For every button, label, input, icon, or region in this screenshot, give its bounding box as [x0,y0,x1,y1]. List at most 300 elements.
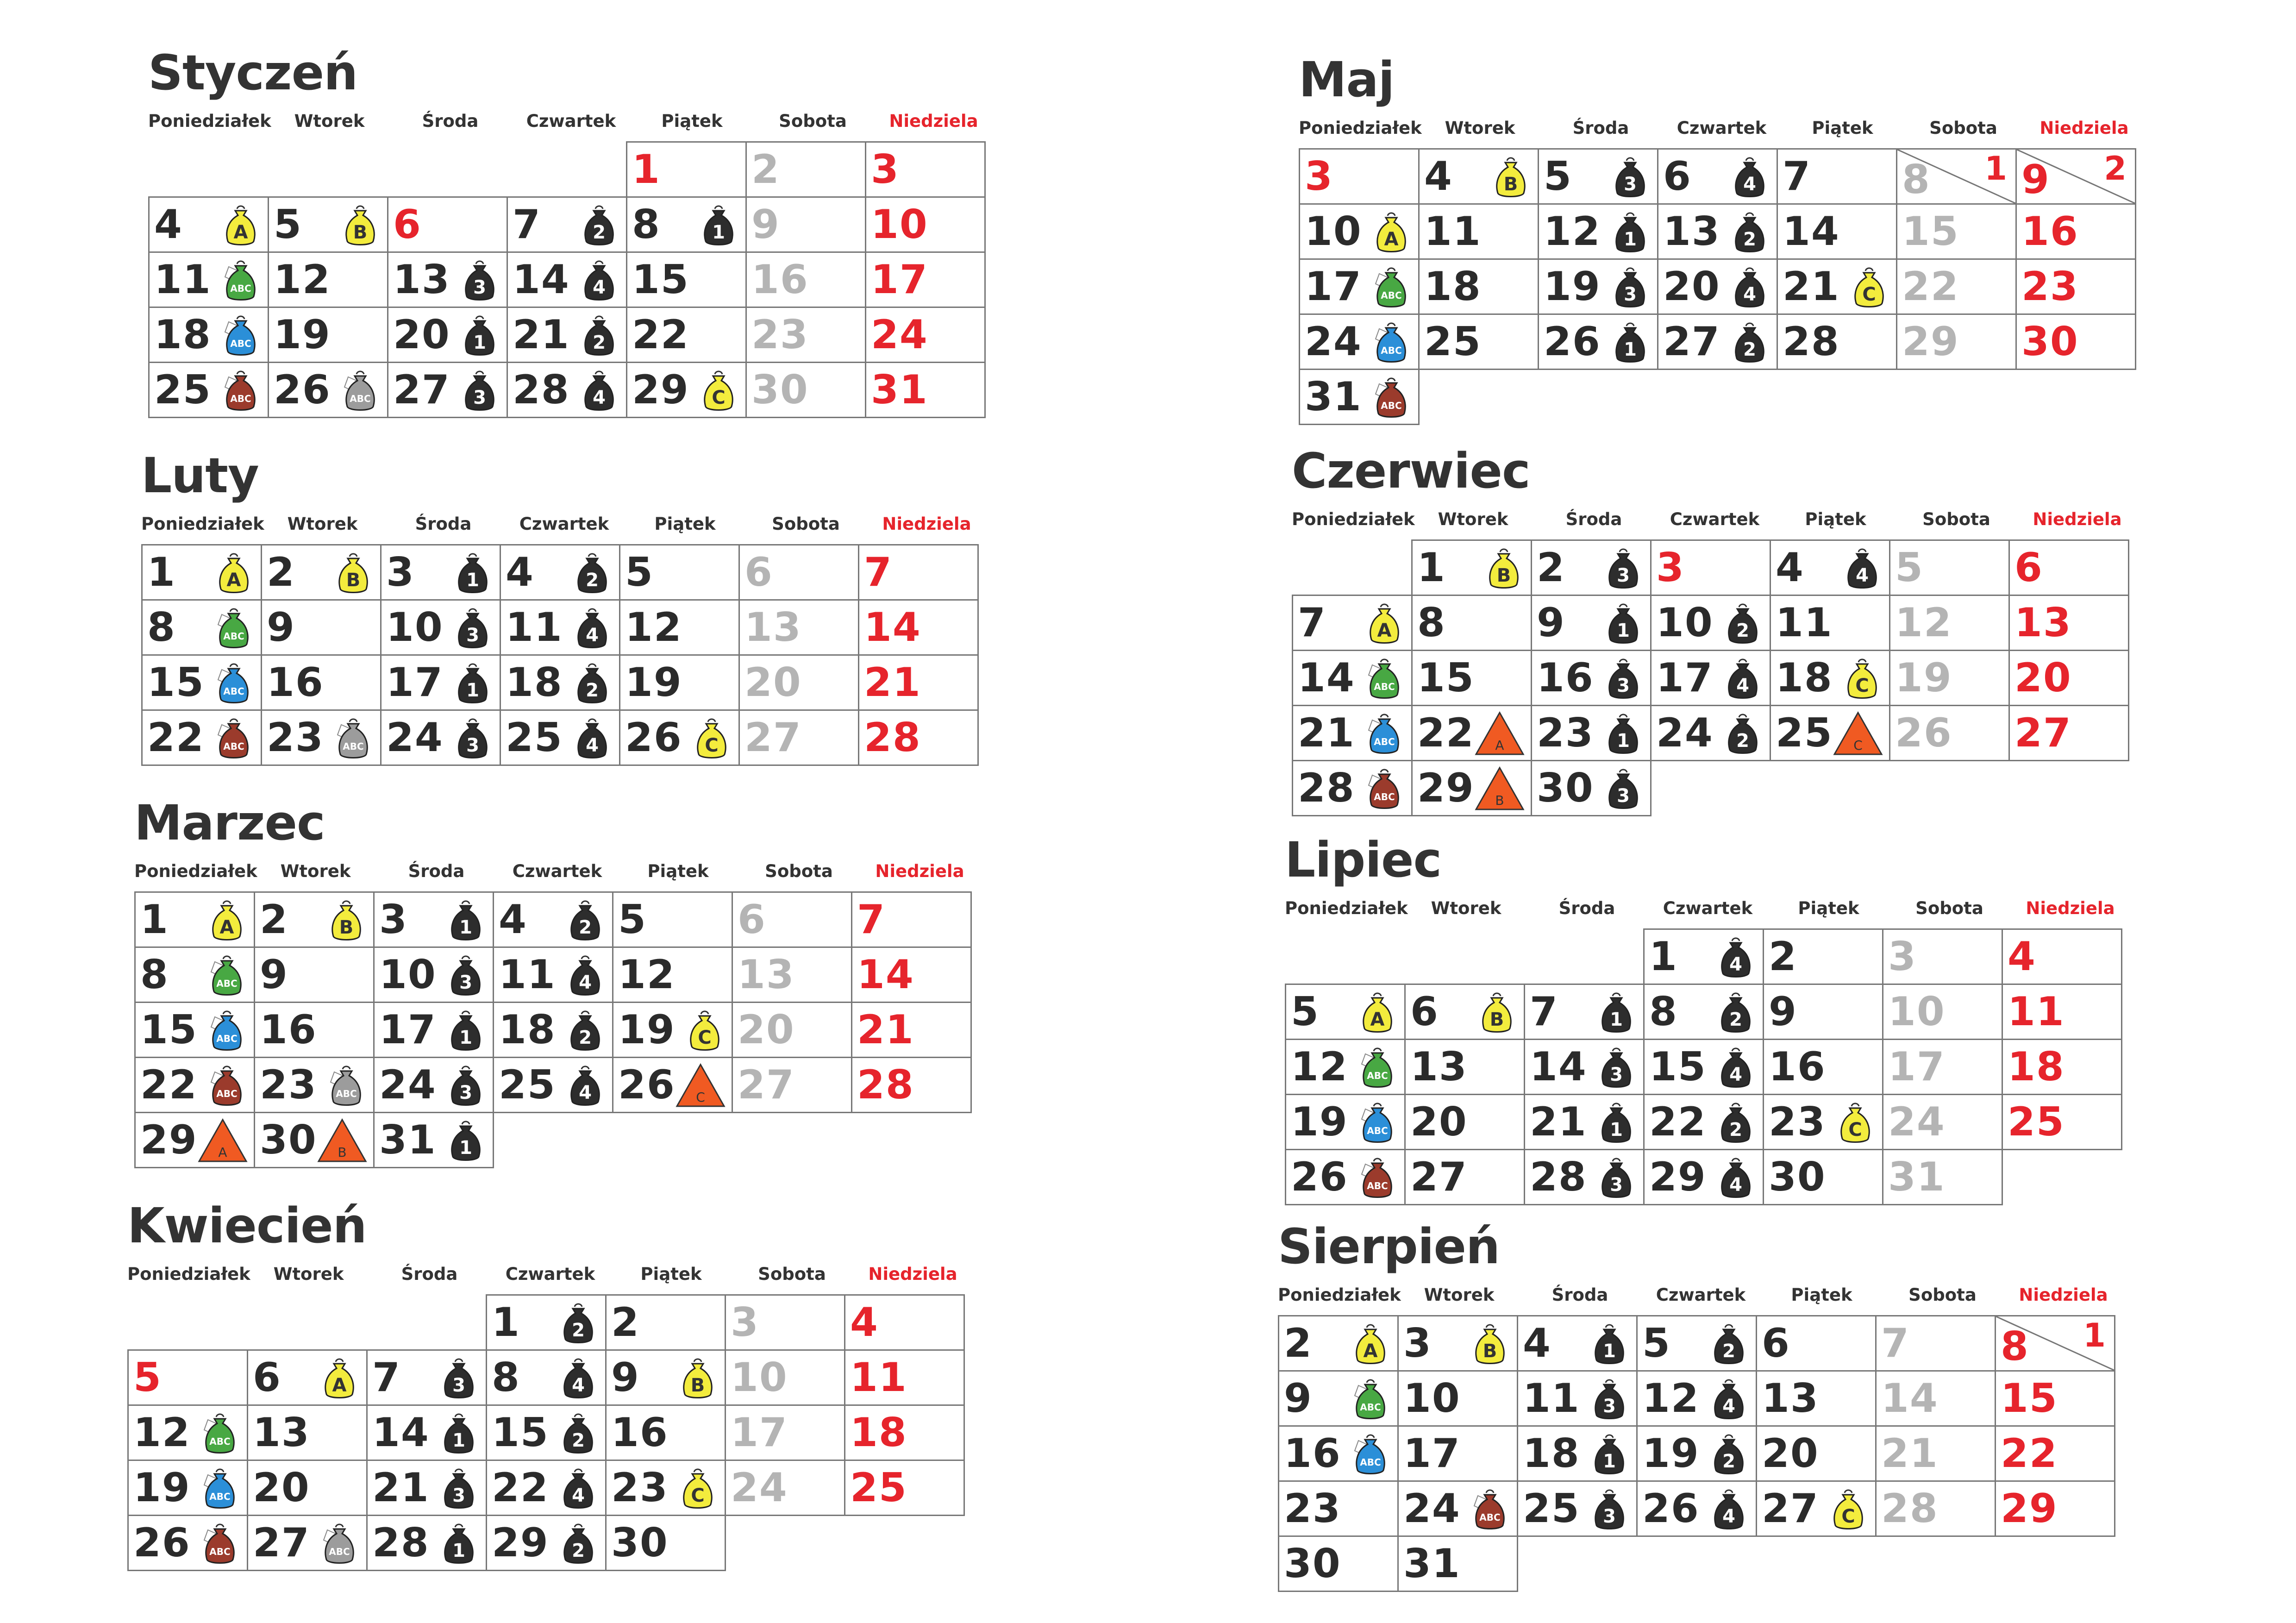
svg-text:4: 4 [1856,565,1869,586]
day-number: 16 [267,659,324,706]
svg-text:3: 3 [1617,785,1630,807]
day-cell [1657,313,1778,370]
day-cell [1777,148,1897,205]
day-cell [1889,650,2010,706]
day-number: 25 [850,1465,907,1511]
day-number: 12 [1642,1375,1700,1422]
day-cell [844,1294,965,1351]
svg-text:4: 4 [593,387,606,408]
svg-text:2: 2 [1736,730,1749,752]
day-number: 22 [632,312,689,358]
day-number: 28 [1530,1154,1587,1200]
day-number: 23 [751,312,809,358]
day-number: 20 [744,659,802,706]
black-bag-icon [578,201,620,248]
day-number: 24 [731,1465,788,1511]
day-cell [2002,1039,2122,1095]
svg-text:3: 3 [466,625,479,646]
svg-text:2: 2 [572,1540,585,1561]
day-cell [1299,148,1420,205]
black-bag-icon [557,1465,600,1511]
yellow-bag-icon [676,1354,719,1401]
abc-bag-icon [213,604,255,651]
black-bag-icon [571,714,613,761]
day-cell [1411,650,1532,706]
day-number: 12 [1895,600,1952,646]
svg-text:3: 3 [473,387,486,408]
svg-text:C: C [691,1485,705,1506]
day-number: 10 [1888,989,1946,1035]
day-cell [619,544,740,601]
svg-text:2: 2 [1736,620,1749,641]
weekday-label: Czwartek [526,111,616,131]
day-cell [134,1002,255,1058]
svg-text:4: 4 [572,1375,585,1396]
month-title: Maj [1299,51,1395,108]
svg-text:A: A [226,570,241,591]
day-number: 12 [1291,1044,1348,1090]
svg-text:3: 3 [452,1485,465,1506]
weekday-header [134,860,1000,883]
day-number: 28 [864,714,921,761]
yellow-bag-icon [690,714,733,761]
weekday-label: Poniedziałek [148,111,271,131]
day-cell [500,654,620,711]
black-bag-icon [571,604,613,651]
day-number: 5 [133,1354,162,1401]
day-cell [1756,1370,1877,1427]
weekday-label: Piątek [1791,1285,1852,1305]
day-number: 22 [1417,710,1475,756]
day-cell [1418,258,1539,315]
weekday-label: Wtorek [1431,898,1501,918]
day-cell [1285,1149,1406,1205]
svg-text:ABC: ABC [1360,1402,1381,1413]
black-bag-icon [1721,710,1764,756]
day-number: 30 [2021,319,2079,365]
svg-text:ABC: ABC [1374,736,1395,747]
day-cell [1995,1370,2115,1427]
day-number: 5 [625,549,654,595]
day-number: 13 [738,952,795,998]
weekday-label: Sobota [772,514,840,534]
day-number: 23 [611,1465,669,1511]
day-cell [725,1460,845,1516]
month-grid [148,141,995,424]
black-bag-icon [438,1354,480,1401]
svg-text:3: 3 [1624,284,1637,305]
day-cell [1889,705,2010,761]
day-number: 1 [1649,934,1678,980]
day-number: 14 [1530,1044,1587,1090]
weekday-label: Środa [415,514,472,534]
weekday-label: Piątek [640,1264,702,1284]
day-cell [2002,928,2122,985]
svg-text:2: 2 [586,570,599,591]
day-number: 25 [154,367,212,413]
day-number: 27 [1663,319,1720,365]
black-bag-icon [1714,1099,1757,1145]
day-cell [1517,1480,1638,1537]
day-cell [1531,650,1652,706]
day-cell [1643,928,1764,985]
day-number: 27 [738,1062,795,1108]
svg-text:ABC: ABC [216,1033,238,1044]
day-number: 8 [1902,157,1931,203]
day-number: 19 [1895,655,1952,701]
svg-text:ABC: ABC [1374,681,1395,692]
day-cell [1643,1039,1764,1095]
yellow-bag-icon [332,549,375,595]
day-cell [851,891,972,948]
day-number: 21 [1530,1099,1587,1145]
day-cell [1657,203,1778,260]
weekday-label: Piątek [1798,898,1859,918]
day-cell [1397,1370,1518,1427]
day-number: 13 [393,257,450,303]
yellow-bag-icon [1841,655,1883,701]
day-number: 11 [1523,1375,1580,1422]
black-bag-icon [451,604,494,651]
black-bag-icon [1708,1375,1750,1422]
day-cell [380,709,501,766]
black-bag-icon [578,367,620,413]
day-number: 8 [2001,1323,2029,1370]
day-number: 15 [1417,655,1475,701]
svg-text:1: 1 [466,570,479,591]
svg-text:A: A [1370,1009,1385,1030]
svg-text:ABC: ABC [1374,791,1395,802]
day-number: 5 [1544,153,1572,200]
weekday-label: Sobota [1915,898,1983,918]
month-title: Sierpień [1278,1218,1500,1275]
weekday-label: Sobota [758,1264,826,1284]
abc-bag-icon [213,659,255,706]
yellow-bag-icon [339,201,382,248]
svg-text:ABC: ABC [1381,290,1402,301]
black-bag-icon [1602,765,1645,811]
day-cell [1397,1535,1518,1592]
day-number: 21 [1881,1430,1939,1477]
weekday-label: Piątek [647,861,709,881]
day-cell [1882,1039,2003,1095]
day-number: 26 [618,1062,676,1108]
day-number: 10 [1403,1375,1461,1422]
black-bag-icon [444,1062,487,1108]
day-cell [1538,313,1658,370]
day-cell [1299,203,1420,260]
day-cell [1524,984,1645,1040]
day-number: 7 [864,549,893,595]
weekday-label: Czwartek [519,514,609,534]
weekday-label: Poniedziałek [1299,118,1422,138]
month-grid [1299,148,2146,431]
day-cell [865,196,986,253]
abc-bag-icon [199,1410,241,1456]
day-number: 7 [1881,1320,1910,1366]
day-cell [268,362,388,418]
svg-text:3: 3 [1603,1506,1616,1527]
day-number: 23 [267,714,324,761]
abc-bag-icon [1363,655,1406,701]
svg-text:ABC: ABC [209,1491,231,1502]
day-cell [387,362,508,418]
day-number: 7 [1298,600,1326,646]
month-block [148,44,1014,428]
svg-text:B: B [1495,793,1504,808]
day-cell [1650,539,1771,596]
day-number: 5 [618,896,647,943]
black-bag-icon [578,312,620,358]
svg-text:A: A [233,222,248,243]
svg-text:ABC: ABC [1360,1457,1381,1468]
day-cell [1278,1370,1399,1427]
day-number: 15 [1902,208,1959,255]
day-number: 23 [2021,263,2079,310]
svg-text:4: 4 [572,1485,585,1506]
month-title: Styczeń [148,44,358,101]
day-cell [1411,760,1532,816]
weekday-label: Środa [401,1264,458,1284]
black-bag-icon [451,549,494,595]
black-bag-icon [557,1410,600,1456]
day-cell [1538,258,1658,315]
weekday-label: Wtorek [273,1264,344,1284]
weekday-label: Poniedziałek [1278,1285,1401,1305]
svg-text:C: C [1848,1119,1862,1140]
day-cell [1882,984,2003,1040]
weekday-label: Niedziela [2026,898,2115,918]
abc-bag-icon [1363,765,1406,811]
day-number: 21 [372,1465,430,1511]
svg-text:C: C [1855,675,1869,696]
day-cell [626,196,747,253]
svg-text:2: 2 [572,1320,585,1341]
svg-text:4: 4 [1722,1506,1735,1527]
day-cell [1411,705,1532,761]
black-bag-icon [458,367,501,413]
day-number: 23 [1769,1099,1826,1145]
day-number: 15 [147,659,205,706]
weekday-label: Środa [1558,898,1615,918]
day-cell [1756,1425,1877,1482]
black-bag-icon [564,896,607,943]
day-number: 30 [611,1520,669,1566]
day-cell [141,709,262,766]
day-cell [858,544,979,601]
month-title: Czerwiec [1292,443,1530,499]
day-number: 18 [506,659,563,706]
month-title: Kwiecień [127,1197,367,1254]
day-number: 7 [1530,989,1558,1035]
svg-text:C: C [1841,1506,1855,1527]
day-cell [2015,313,2136,370]
day-number: 5 [274,201,302,248]
day-cell [1524,1039,1645,1095]
svg-text:2: 2 [586,680,599,701]
day-number: 16 [1769,1044,1826,1090]
day-cell [507,362,627,418]
day-number: 31 [871,367,928,413]
day-cell [1292,595,1413,651]
day-cell [1636,1370,1757,1427]
month-block [134,795,1000,1178]
yellow-bag-icon [325,896,368,943]
day-number: 16 [1284,1430,1341,1477]
day-number: 4 [1776,545,1804,591]
day-cell [1517,1315,1638,1372]
day-cell [500,709,620,766]
day-number: 20 [1762,1430,1819,1477]
day-number: 28 [1298,765,1355,811]
yellow-bag-icon [206,896,248,943]
day-number: 2 [267,549,295,595]
day-number: 13 [2014,600,2072,646]
day-cell [1538,203,1658,260]
black-bag-icon [1602,655,1645,701]
yellow-bag-icon [1483,545,1525,591]
yellow-bag-icon [1848,263,1890,310]
day-number: 8 [632,201,661,248]
day-cell [1882,928,2003,985]
month-title: Lipiec [1285,832,1442,888]
weekday-label: Środa [422,111,479,131]
svg-text:3: 3 [1624,174,1637,195]
day-cell [1404,984,1525,1040]
yellow-bag-icon [1834,1099,1877,1145]
day-cell [254,1002,375,1058]
day-cell [745,251,866,308]
day-cell [1882,1149,2003,1205]
day-cell [1278,1535,1399,1592]
weekday-label: Środa [1552,1285,1608,1305]
day-number: 9 [1284,1375,1313,1422]
black-bag-icon [557,1299,600,1346]
day-cell [1889,539,2010,596]
svg-text:4: 4 [1736,675,1749,696]
day-number: 28 [857,1062,914,1108]
weekday-label: Piątek [1805,509,1866,529]
orange-triangle-icon [1474,710,1525,756]
day-number: 20 [1663,263,1720,310]
day-number: 31 [379,1117,437,1163]
month-grid [1278,1315,2125,1598]
svg-text:1: 1 [452,1540,465,1561]
day-number: 9 [267,604,295,651]
svg-text:2: 2 [1729,1119,1742,1140]
day-cell [486,1294,607,1351]
svg-text:A: A [1495,738,1504,753]
abc-bag-icon [332,714,375,761]
day-cell [612,1002,733,1058]
yellow-bag-icon [1349,1320,1392,1366]
day-cell [1882,1094,2003,1150]
svg-text:ABC: ABC [1367,1125,1388,1136]
svg-text:1: 1 [452,1430,465,1451]
abc-bag-icon [199,1465,241,1511]
black-bag-icon [1588,1430,1631,1477]
svg-text:4: 4 [579,972,592,993]
day-cell [486,1349,607,1406]
black-bag-icon [564,952,607,998]
day-cell [134,1057,255,1113]
yellow-bag-icon [683,1007,726,1053]
svg-text:1: 1 [1624,339,1637,360]
svg-text:ABC: ABC [1367,1180,1388,1191]
day-number: 28 [513,367,570,413]
day-cell [387,251,508,308]
day-number: 22 [492,1465,549,1511]
yellow-bag-icon [1489,153,1532,200]
day-number: 17 [731,1410,788,1456]
yellow-bag-icon [1827,1485,1870,1532]
day-number: 30 [1537,765,1594,811]
day-cell [387,196,508,253]
day-cell [1995,1480,2115,1537]
day-number: 19 [133,1465,191,1511]
black-bag-icon [1602,545,1645,591]
day-number: 11 [1424,208,1482,255]
day-cell [865,307,986,363]
day-cell [127,1349,248,1406]
day-number: 17 [871,257,928,303]
weekday-label: Niedziela [882,514,971,534]
month-grid [1292,539,2139,822]
day-cell [626,141,747,198]
day-number: 9 [2021,157,2050,203]
day-number: 26 [1642,1485,1700,1532]
day-cell [500,599,620,656]
day-number: 4 [1424,153,1453,200]
day-number: 14 [1881,1375,1939,1422]
day-cell [486,1404,607,1461]
day-number: 21 [513,312,570,358]
svg-text:1: 1 [1624,229,1637,250]
weekday-label: Sobota [765,861,833,881]
day-cell [1524,1149,1645,1205]
day-cell [2015,203,2136,260]
svg-text:ABC: ABC [230,283,251,294]
weekday-label: Wtorek [294,111,365,131]
svg-text:4: 4 [1729,954,1742,975]
day-cell [745,141,866,198]
day-number: 28 [372,1520,430,1566]
svg-text:B: B [346,570,361,591]
day-number: 13 [744,604,802,651]
day-number: 7 [513,201,541,248]
black-bag-icon [1609,153,1652,200]
day-cell [1531,760,1652,816]
day-number: 17 [1656,655,1714,701]
svg-text:4: 4 [586,735,599,756]
day-number: 6 [744,549,773,595]
day-number: 31 [1888,1154,1946,1200]
day-cell [486,1460,607,1516]
day-number: 3 [386,549,415,595]
svg-text:1: 1 [459,1137,472,1159]
day-number: 29 [1902,319,1959,365]
svg-text:2: 2 [1722,1341,1735,1362]
day-number: 1 [140,896,169,943]
black-bag-icon [1602,600,1645,646]
day-cell [865,141,986,198]
black-bag-icon [1609,263,1652,310]
day-cell [493,1002,613,1058]
weekday-header [1285,897,2151,920]
day-number: 21 [857,1007,914,1053]
day-cell [247,1404,368,1461]
black-bag-icon [1595,1099,1638,1145]
